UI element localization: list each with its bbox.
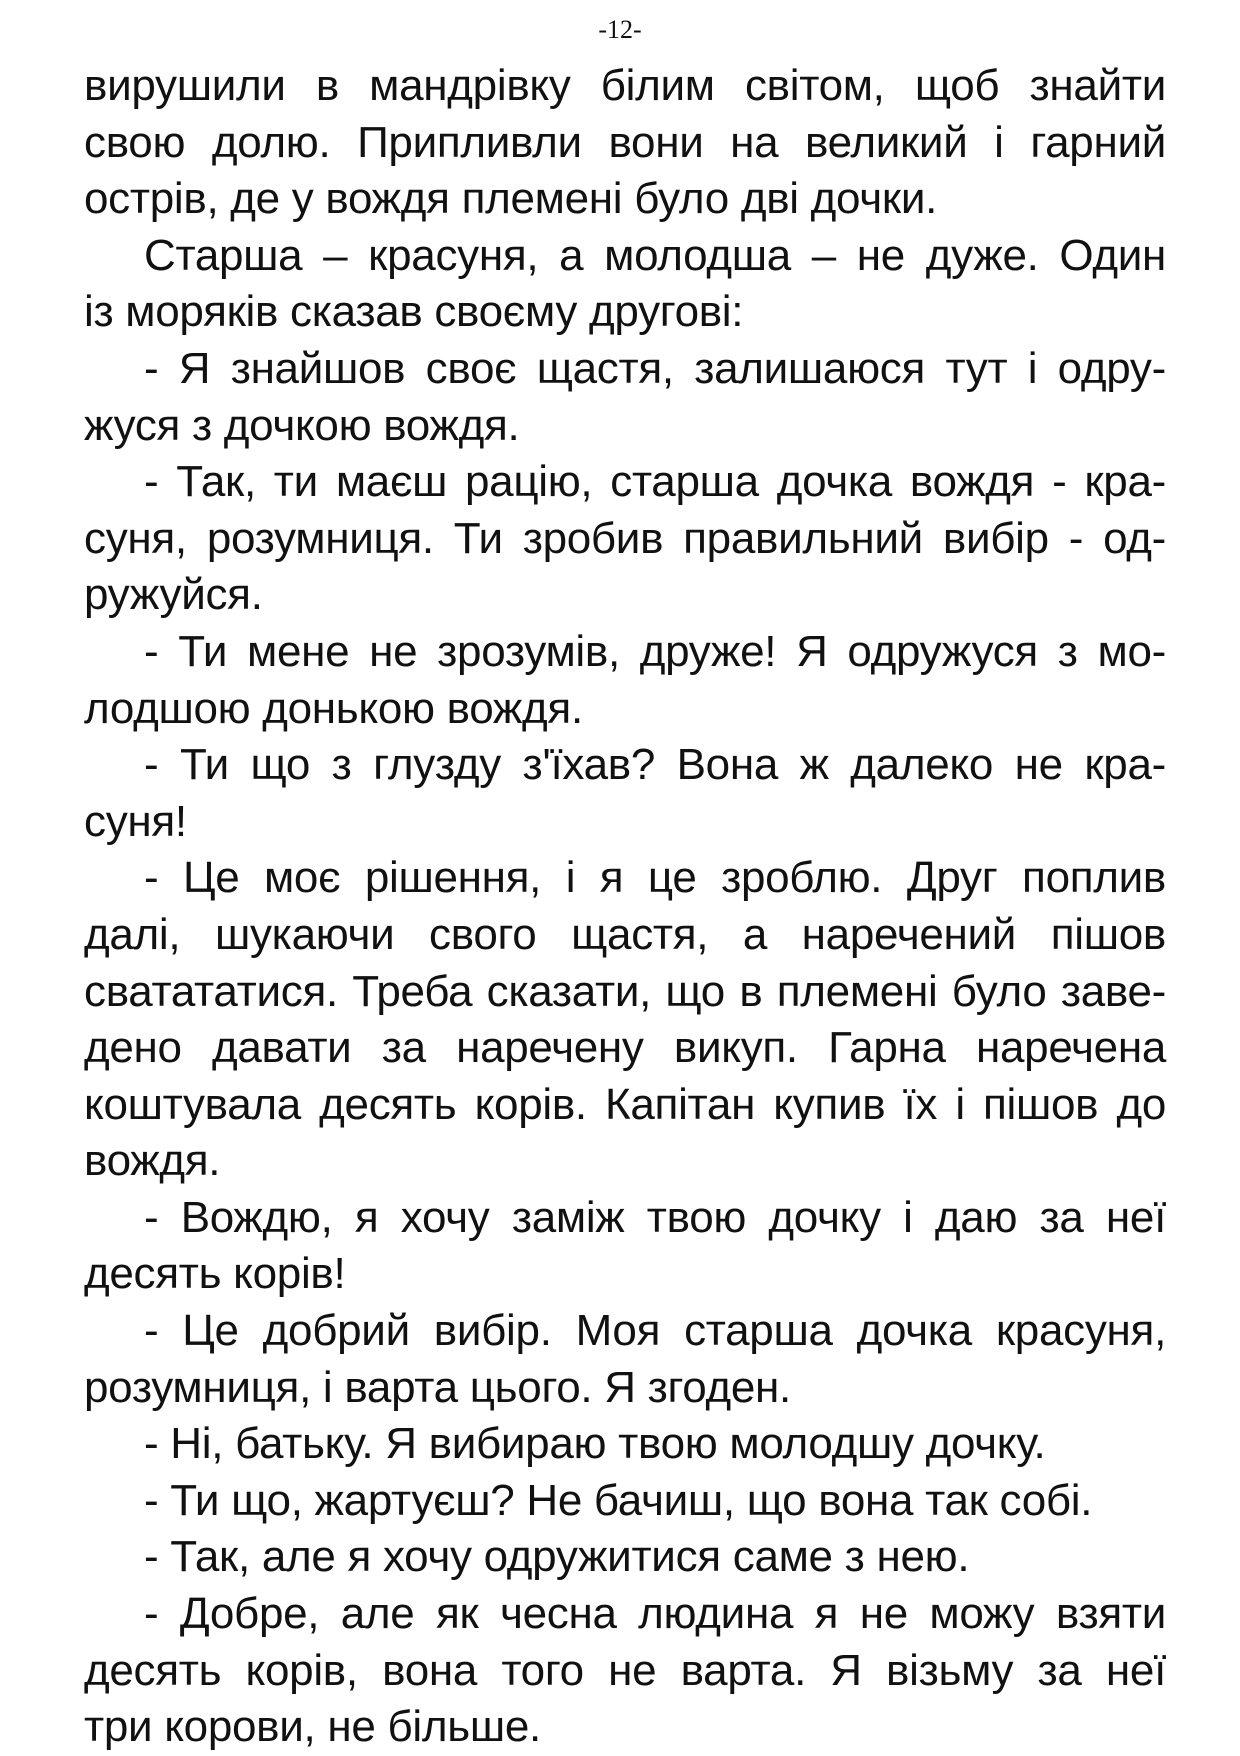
text-line: - Вождю, я хочу заміж твою дочку і даю за неї	[144, 1192, 1166, 1242]
text-line: суня, розумниця. Ти зробив правильний вибір - од-	[84, 513, 1166, 563]
text-line: дено давати за наречену викуп. Гарна наречена	[84, 1023, 1166, 1073]
text-line: - Так, ти маєш рацію, старша дочка вождя - кра-	[144, 457, 1166, 507]
text-line: коштувала десять корів. Капітан купив їх і пішов до	[84, 1079, 1166, 1129]
text-line: сватататися. Треба сказати, що в племені було заве-	[84, 966, 1166, 1016]
text-line: десять корів!	[84, 1249, 346, 1299]
paragraph	[84, 737, 1166, 850]
text-line: із моряків сказав своєму другові:	[84, 287, 744, 337]
text-line: - Я знайшов своє щастя, залишаюся тут і одру-	[144, 343, 1166, 393]
text-line: десять корів, вона того не варта. Я візьму за неї	[84, 1645, 1166, 1695]
paragraph	[84, 1586, 1166, 1756]
text-line: - Ти мене не зрозумів, друже! Я одружуся з мо-	[144, 626, 1166, 676]
text-line: вождя.	[84, 1136, 221, 1186]
paragraph	[84, 58, 1166, 228]
body-text	[84, 58, 1166, 1756]
paragraph	[84, 1190, 1166, 1303]
paragraph	[84, 624, 1166, 737]
paragraph	[84, 1529, 1166, 1586]
text-line: - Це моє рішення, і я це зроблю. Друг поплив	[144, 853, 1166, 903]
text-line: - Так, але я хочу одружитися саме з нею.	[144, 1532, 970, 1582]
paragraph	[84, 228, 1166, 341]
text-line: свою долю. Припливли вони на великий і гарний	[84, 117, 1166, 167]
text-line: - Добре, але як чесна людина я не можу взяти	[144, 1589, 1166, 1639]
page-number: -12-	[598, 15, 642, 44]
text-line: далі, шукаючи свого щастя, а наречений пішов	[84, 909, 1166, 959]
paragraph	[84, 454, 1166, 624]
text-line: - Ні, батьку. Я вибираю твою молодшу дочку.	[144, 1419, 1046, 1469]
text-line: жуся з дочкою вождя.	[84, 400, 520, 450]
text-line: - Ти що, жартуєш? Не бачиш, що вона так собі.	[144, 1475, 1093, 1525]
paragraph	[84, 1303, 1166, 1416]
paragraph	[84, 1416, 1166, 1473]
text-line: розумниця, і варта цього. Я згоден.	[84, 1362, 791, 1412]
text-line: лодшою донькою вождя.	[84, 683, 583, 733]
text-line: суня!	[84, 796, 187, 846]
text-line: три корови, не більше.	[84, 1702, 541, 1752]
text-line: вирушили в мандрівку білим світом, щоб знайти	[84, 61, 1166, 110]
paragraph	[84, 850, 1166, 1190]
paragraph	[84, 1473, 1166, 1530]
text-line: ружуйся.	[84, 570, 263, 620]
text-line: - Ти що з глузду з'їхав? Вона ж далеко не кра-	[144, 740, 1166, 790]
text-line: - Це добрий вибір. Моя старша дочка красуня,	[144, 1306, 1166, 1356]
paragraph	[84, 341, 1166, 454]
text-line: острів, де у вождя племені було дві дочки.	[84, 174, 938, 224]
text-line: Старша – красуня, а молодша – не дуже. Один	[144, 230, 1166, 280]
